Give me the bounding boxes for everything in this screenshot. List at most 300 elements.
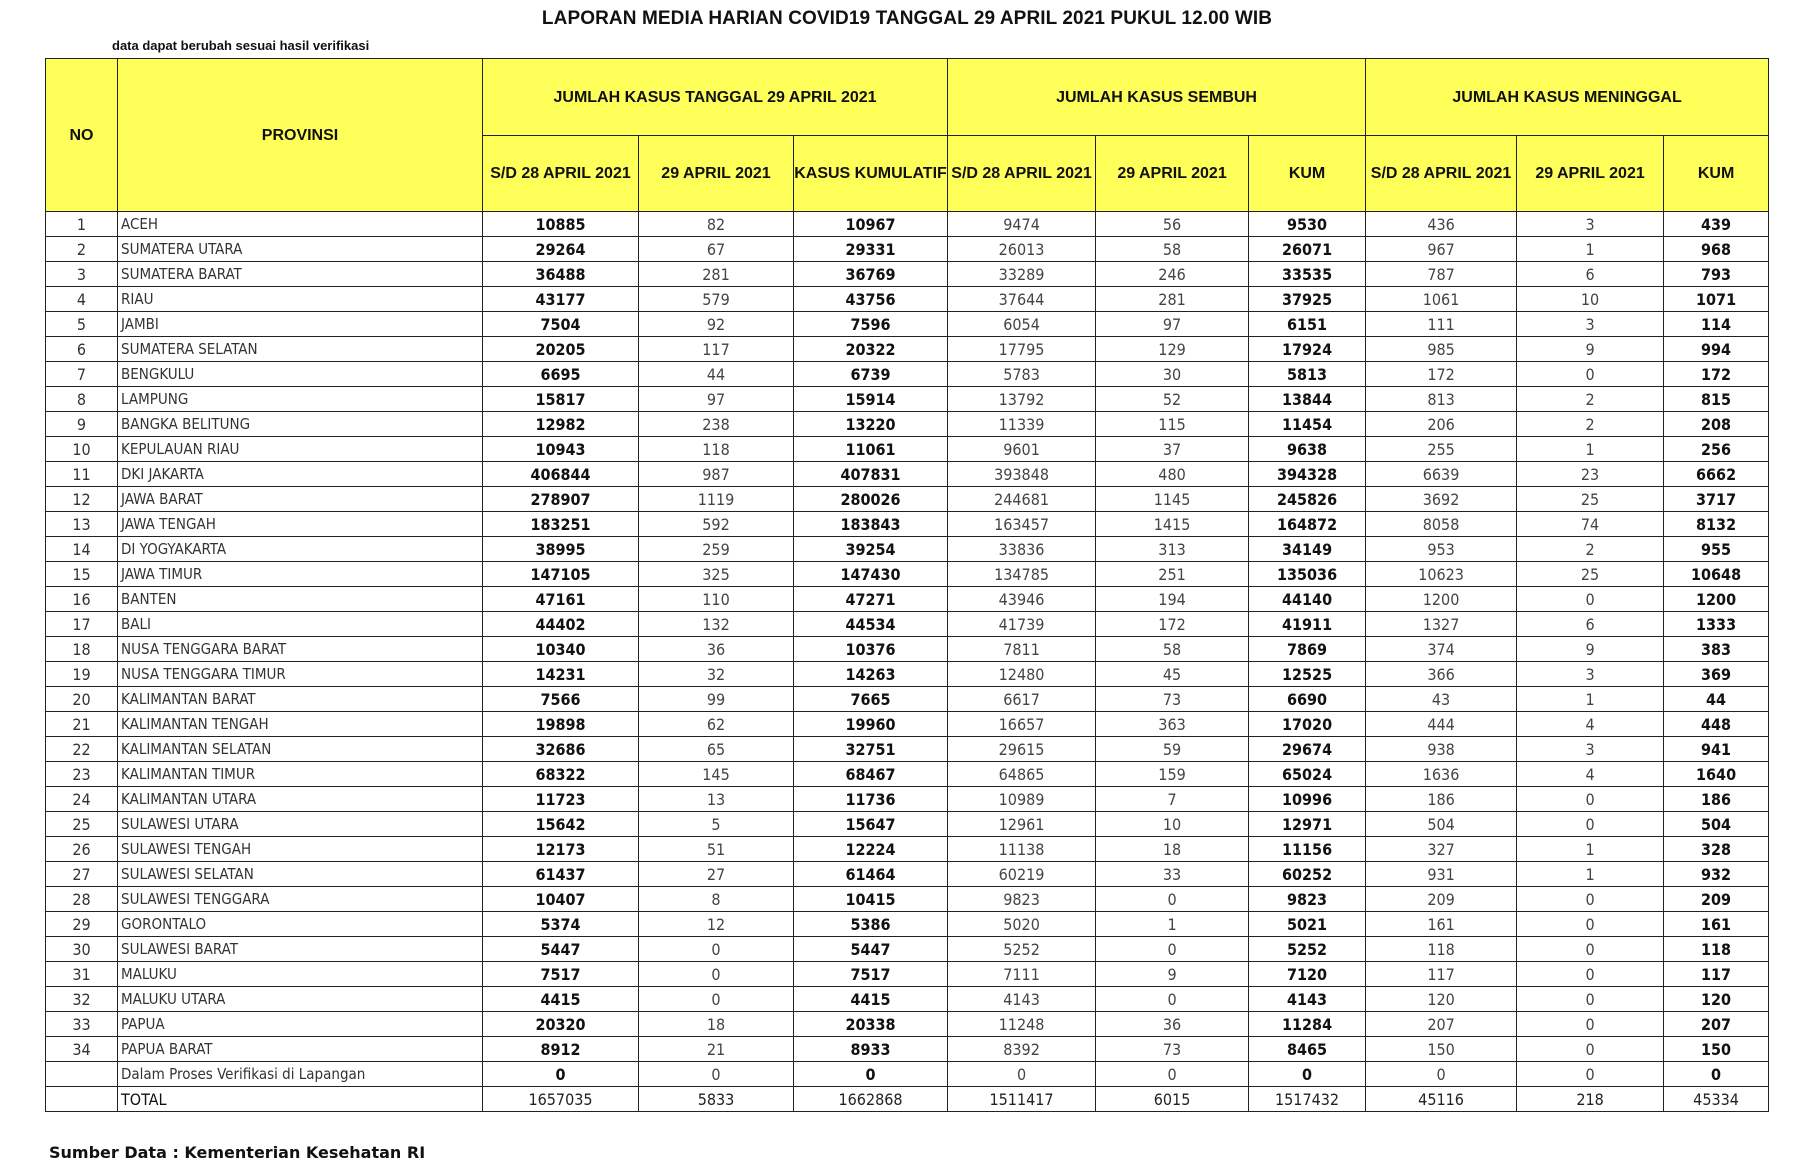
- cell-29apr-meninggal: 2: [1517, 537, 1664, 562]
- cell-29apr-sembuh: 33: [1096, 862, 1249, 887]
- cell-sd28-kasus: 10407: [483, 887, 639, 912]
- cell-kumulatif-kasus: 10376: [794, 637, 948, 662]
- cell-29apr-sembuh: 251: [1096, 562, 1249, 587]
- cell-29apr-sembuh: 115: [1096, 412, 1249, 437]
- cell-29apr-kasus: 67: [639, 237, 794, 262]
- cell-sd28-sembuh: 393848: [948, 462, 1096, 487]
- cell-29apr-meninggal: 0: [1517, 587, 1664, 612]
- cell-kumulatif-kasus: 61464: [794, 862, 948, 887]
- cell-kum-meninggal: 328: [1664, 837, 1769, 862]
- cell-sd28-sembuh: 26013: [948, 237, 1096, 262]
- cell-29apr-meninggal: 6: [1517, 612, 1664, 637]
- cell-kum-meninggal: 383: [1664, 637, 1769, 662]
- cell-kum-sembuh: 17020: [1249, 712, 1366, 737]
- row-no: 27: [46, 862, 118, 887]
- cell-kum-sembuh: 6151: [1249, 312, 1366, 337]
- total-29apr-sembuh: 6015: [1096, 1087, 1249, 1112]
- table-row: [46, 612, 1769, 637]
- cell-sd28-meninggal: 985: [1366, 337, 1517, 362]
- cell-29apr-sembuh: 246: [1096, 262, 1249, 287]
- row-no: 26: [46, 837, 118, 862]
- cell-sd28-sembuh: 6617: [948, 687, 1096, 712]
- total-kum-meninggal: 45334: [1664, 1087, 1769, 1112]
- row-provinsi: MALUKU: [118, 962, 483, 987]
- cell-sd28-kasus: 20205: [483, 337, 639, 362]
- cell-kum-meninggal: 10648: [1664, 562, 1769, 587]
- cell-29apr-meninggal: 0: [1517, 1037, 1664, 1062]
- cell-29apr-kasus: 0: [639, 962, 794, 987]
- cell-kumulatif-kasus: 147430: [794, 562, 948, 587]
- cell-29apr-kasus: 32: [639, 662, 794, 687]
- row-provinsi: PAPUA: [118, 1012, 483, 1037]
- cell-29apr-sembuh: 52: [1096, 387, 1249, 412]
- table-row: [46, 962, 1769, 987]
- total-no: [46, 1087, 118, 1112]
- cell-sd28-sembuh: 244681: [948, 487, 1096, 512]
- cell-sd28-sembuh: 8392: [948, 1037, 1096, 1062]
- cell-kumulatif-kasus: 4415: [794, 987, 948, 1012]
- row-provinsi: MALUKU UTARA: [118, 987, 483, 1012]
- cell-sd28-meninggal: 504: [1366, 812, 1517, 837]
- row-no: 29: [46, 912, 118, 937]
- cell-kum-meninggal: 994: [1664, 337, 1769, 362]
- row-no: 2: [46, 237, 118, 262]
- cell-kum-meninggal: 256: [1664, 437, 1769, 462]
- total-kumulatif-kasus: 1662868: [794, 1087, 948, 1112]
- cell-sd28-meninggal: 436: [1366, 212, 1517, 237]
- cell-kumulatif-kasus: 19960: [794, 712, 948, 737]
- table-row: [46, 437, 1769, 462]
- cell-kum-sembuh: 65024: [1249, 762, 1366, 787]
- cell-kum-sembuh: 6690: [1249, 687, 1366, 712]
- cell-sd28-sembuh: 17795: [948, 337, 1096, 362]
- row-no: 24: [46, 787, 118, 812]
- cell-29apr-meninggal: 0: [1517, 787, 1664, 812]
- cell-29apr-kasus: 62: [639, 712, 794, 737]
- cell-sd28-kasus: 7566: [483, 687, 639, 712]
- table-row: [46, 637, 1769, 662]
- row-no: 3: [46, 262, 118, 287]
- row-provinsi: SULAWESI UTARA: [118, 812, 483, 837]
- table-row: [46, 337, 1769, 362]
- cell-kumulatif-kasus: 10415: [794, 887, 948, 912]
- cell-29apr-kasus: 1119: [639, 487, 794, 512]
- cell-kumulatif-kasus: 11736: [794, 787, 948, 812]
- row-no: 12: [46, 487, 118, 512]
- row-no: 31: [46, 962, 118, 987]
- cell-29apr-sembuh: 36: [1096, 1012, 1249, 1037]
- cell-29apr-sembuh: 1145: [1096, 487, 1249, 512]
- cell-sd28-kasus: 10943: [483, 437, 639, 462]
- cell-sd28-sembuh: 12480: [948, 662, 1096, 687]
- cell-29apr-meninggal: 1: [1517, 862, 1664, 887]
- table-row: [46, 262, 1769, 287]
- cell-29apr-kasus: 12: [639, 912, 794, 937]
- cell-kumulatif-kasus: 7665: [794, 687, 948, 712]
- cell-kumulatif-kasus: 13220: [794, 412, 948, 437]
- cell-sd28-meninggal: 150: [1366, 1037, 1517, 1062]
- cell-sd28-meninggal: 172: [1366, 362, 1517, 387]
- row-no: [46, 1062, 118, 1087]
- cell-29apr-sembuh: 0: [1096, 1062, 1249, 1087]
- row-no: 5: [46, 312, 118, 337]
- row-no: 1: [46, 212, 118, 237]
- cell-kum-sembuh: 13844: [1249, 387, 1366, 412]
- cell-sd28-meninggal: 206: [1366, 412, 1517, 437]
- header-group-meninggal: JUMLAH KASUS MENINGGAL: [1366, 59, 1769, 136]
- cell-kum-meninggal: 117: [1664, 962, 1769, 987]
- cell-sd28-kasus: 15817: [483, 387, 639, 412]
- cell-29apr-kasus: 99: [639, 687, 794, 712]
- table-row: [46, 587, 1769, 612]
- cell-kumulatif-kasus: 39254: [794, 537, 948, 562]
- cell-kum-meninggal: 44: [1664, 687, 1769, 712]
- cell-kum-meninggal: 369: [1664, 662, 1769, 687]
- cell-sd28-meninggal: 117: [1366, 962, 1517, 987]
- cell-kum-meninggal: 207: [1664, 1012, 1769, 1037]
- cell-sd28-sembuh: 6054: [948, 312, 1096, 337]
- row-provinsi: NUSA TENGGARA TIMUR: [118, 662, 483, 687]
- cell-sd28-sembuh: 60219: [948, 862, 1096, 887]
- row-no: 32: [46, 987, 118, 1012]
- row-no: 18: [46, 637, 118, 662]
- header-29apr-kasus: 29 APRIL 2021: [639, 136, 794, 212]
- cell-kumulatif-kasus: 29331: [794, 237, 948, 262]
- cell-sd28-sembuh: 10989: [948, 787, 1096, 812]
- table-row: [46, 662, 1769, 687]
- cell-kumulatif-kasus: 11061: [794, 437, 948, 462]
- cell-sd28-kasus: 12173: [483, 837, 639, 862]
- cell-sd28-sembuh: 7811: [948, 637, 1096, 662]
- header-kum-meninggal: KUM: [1664, 136, 1769, 212]
- row-provinsi: JAMBI: [118, 312, 483, 337]
- cell-kumulatif-kasus: 6739: [794, 362, 948, 387]
- table-row: [46, 837, 1769, 862]
- cell-sd28-meninggal: 967: [1366, 237, 1517, 262]
- table-row: [46, 712, 1769, 737]
- cell-kum-meninggal: 150: [1664, 1037, 1769, 1062]
- row-no: 11: [46, 462, 118, 487]
- cell-kum-meninggal: 120: [1664, 987, 1769, 1012]
- cell-sd28-sembuh: 11339: [948, 412, 1096, 437]
- cell-29apr-kasus: 51: [639, 837, 794, 862]
- cell-kum-sembuh: 7869: [1249, 637, 1366, 662]
- cell-29apr-meninggal: 2: [1517, 412, 1664, 437]
- row-provinsi: SUMATERA SELATAN: [118, 337, 483, 362]
- table-row: [46, 812, 1769, 837]
- cell-29apr-kasus: 0: [639, 1062, 794, 1087]
- cell-kum-sembuh: 5021: [1249, 912, 1366, 937]
- cell-29apr-kasus: 259: [639, 537, 794, 562]
- cell-kum-sembuh: 11454: [1249, 412, 1366, 437]
- table-row: [46, 862, 1769, 887]
- cell-kumulatif-kasus: 14263: [794, 662, 948, 687]
- cell-sd28-kasus: 278907: [483, 487, 639, 512]
- cell-sd28-kasus: 19898: [483, 712, 639, 737]
- cell-kumulatif-kasus: 68467: [794, 762, 948, 787]
- cell-sd28-kasus: 0: [483, 1062, 639, 1087]
- total-sd28-sembuh: 1511417: [948, 1087, 1096, 1112]
- header-group-sembuh: JUMLAH KASUS SEMBUH: [948, 59, 1366, 136]
- cell-sd28-meninggal: 938: [1366, 737, 1517, 762]
- cell-kumulatif-kasus: 183843: [794, 512, 948, 537]
- cell-kum-sembuh: 41911: [1249, 612, 1366, 637]
- table-row: [46, 487, 1769, 512]
- table-row: [46, 287, 1769, 312]
- cell-sd28-kasus: 11723: [483, 787, 639, 812]
- cell-kum-meninggal: 504: [1664, 812, 1769, 837]
- table-row: [46, 362, 1769, 387]
- cell-sd28-kasus: 6695: [483, 362, 639, 387]
- row-provinsi: BANTEN: [118, 587, 483, 612]
- cell-sd28-kasus: 8912: [483, 1037, 639, 1062]
- cell-kum-meninggal: 1071: [1664, 287, 1769, 312]
- header-29apr-meninggal: 29 APRIL 2021: [1517, 136, 1664, 212]
- cell-29apr-meninggal: 9: [1517, 637, 1664, 662]
- cell-29apr-sembuh: 0: [1096, 987, 1249, 1012]
- cell-29apr-sembuh: 0: [1096, 887, 1249, 912]
- cell-kum-meninggal: 941: [1664, 737, 1769, 762]
- cell-29apr-meninggal: 10: [1517, 287, 1664, 312]
- cell-29apr-meninggal: 0: [1517, 937, 1664, 962]
- total-sd28-meninggal: 45116: [1366, 1087, 1517, 1112]
- report-title: LAPORAN MEDIA HARIAN COVID19 TANGGAL 29 APRIL 2021 PUKUL 12.00 WIB: [541, 8, 1273, 29]
- cell-29apr-meninggal: 2: [1517, 387, 1664, 412]
- cell-sd28-kasus: 183251: [483, 512, 639, 537]
- table-row: [46, 787, 1769, 812]
- row-provinsi: BANGKA BELITUNG: [118, 412, 483, 437]
- row-no: 14: [46, 537, 118, 562]
- cell-sd28-sembuh: 7111: [948, 962, 1096, 987]
- cell-kum-meninggal: 1333: [1664, 612, 1769, 637]
- cell-kum-meninggal: 793: [1664, 262, 1769, 287]
- cell-kumulatif-kasus: 44534: [794, 612, 948, 637]
- header-sd28-meninggal: S/D 28 APRIL 2021: [1366, 136, 1517, 212]
- cell-29apr-meninggal: 0: [1517, 912, 1664, 937]
- cell-sd28-sembuh: 9823: [948, 887, 1096, 912]
- cell-kum-meninggal: 1200: [1664, 587, 1769, 612]
- header-sd28-kasus: S/D 28 APRIL 2021: [483, 136, 639, 212]
- cell-sd28-kasus: 68322: [483, 762, 639, 787]
- row-provinsi: ACEH: [118, 212, 483, 237]
- cell-29apr-sembuh: 10: [1096, 812, 1249, 837]
- cell-kumulatif-kasus: 5386: [794, 912, 948, 937]
- cell-sd28-sembuh: 12961: [948, 812, 1096, 837]
- cell-29apr-kasus: 27: [639, 862, 794, 887]
- row-no: 10: [46, 437, 118, 462]
- cell-sd28-kasus: 61437: [483, 862, 639, 887]
- cell-kum-meninggal: 8132: [1664, 512, 1769, 537]
- cell-29apr-kasus: 65: [639, 737, 794, 762]
- cell-sd28-kasus: 5447: [483, 937, 639, 962]
- row-provinsi: KALIMANTAN BARAT: [118, 687, 483, 712]
- row-provinsi: DKI JAKARTA: [118, 462, 483, 487]
- header-group-kasus: JUMLAH KASUS TANGGAL 29 APRIL 2021: [483, 59, 948, 136]
- cell-kumulatif-kasus: 7596: [794, 312, 948, 337]
- table-row: [46, 687, 1769, 712]
- cell-sd28-sembuh: 43946: [948, 587, 1096, 612]
- cell-kum-meninggal: 448: [1664, 712, 1769, 737]
- cell-kumulatif-kasus: 5447: [794, 937, 948, 962]
- cell-sd28-kasus: 5374: [483, 912, 639, 937]
- cell-kum-sembuh: 5252: [1249, 937, 1366, 962]
- cell-kumulatif-kasus: 15647: [794, 812, 948, 837]
- cell-sd28-sembuh: 5252: [948, 937, 1096, 962]
- cell-kum-meninggal: 932: [1664, 862, 1769, 887]
- row-provinsi: Dalam Proses Verifikasi di Lapangan: [118, 1062, 483, 1087]
- cell-sd28-meninggal: 207: [1366, 1012, 1517, 1037]
- row-no: 15: [46, 562, 118, 587]
- cell-sd28-meninggal: 3692: [1366, 487, 1517, 512]
- cell-29apr-meninggal: 0: [1517, 1062, 1664, 1087]
- cell-sd28-meninggal: 366: [1366, 662, 1517, 687]
- cell-sd28-meninggal: 1200: [1366, 587, 1517, 612]
- cell-sd28-kasus: 12982: [483, 412, 639, 437]
- row-no: 17: [46, 612, 118, 637]
- row-provinsi: KALIMANTAN UTARA: [118, 787, 483, 812]
- row-no: 9: [46, 412, 118, 437]
- cell-29apr-meninggal: 23: [1517, 462, 1664, 487]
- cell-kum-sembuh: 11284: [1249, 1012, 1366, 1037]
- cell-kum-sembuh: 394328: [1249, 462, 1366, 487]
- cell-sd28-sembuh: 4143: [948, 987, 1096, 1012]
- table-row: [46, 1062, 1769, 1087]
- cell-kum-sembuh: 7120: [1249, 962, 1366, 987]
- row-provinsi: LAMPUNG: [118, 387, 483, 412]
- row-no: 22: [46, 737, 118, 762]
- cell-29apr-kasus: 44: [639, 362, 794, 387]
- cell-kum-sembuh: 34149: [1249, 537, 1366, 562]
- cell-sd28-meninggal: 161: [1366, 912, 1517, 937]
- cell-kumulatif-kasus: 32751: [794, 737, 948, 762]
- cell-kumulatif-kasus: 47271: [794, 587, 948, 612]
- cell-sd28-kasus: 47161: [483, 587, 639, 612]
- row-provinsi: JAWA TIMUR: [118, 562, 483, 587]
- cell-sd28-sembuh: 163457: [948, 512, 1096, 537]
- cell-kum-meninggal: 186: [1664, 787, 1769, 812]
- cell-sd28-meninggal: 327: [1366, 837, 1517, 862]
- cell-29apr-kasus: 13: [639, 787, 794, 812]
- cell-kum-meninggal: 0: [1664, 1062, 1769, 1087]
- cell-sd28-meninggal: 813: [1366, 387, 1517, 412]
- cell-29apr-kasus: 0: [639, 937, 794, 962]
- cell-kum-sembuh: 9823: [1249, 887, 1366, 912]
- cell-kum-sembuh: 9530: [1249, 212, 1366, 237]
- cell-kum-sembuh: 12971: [1249, 812, 1366, 837]
- cell-sd28-kasus: 15642: [483, 812, 639, 837]
- cell-29apr-sembuh: 281: [1096, 287, 1249, 312]
- cell-29apr-kasus: 5: [639, 812, 794, 837]
- cell-sd28-sembuh: 33289: [948, 262, 1096, 287]
- cell-kum-meninggal: 161: [1664, 912, 1769, 937]
- cell-kum-meninggal: 208: [1664, 412, 1769, 437]
- cell-29apr-sembuh: 129: [1096, 337, 1249, 362]
- cell-sd28-kasus: 43177: [483, 287, 639, 312]
- cell-kumulatif-kasus: 43756: [794, 287, 948, 312]
- row-no: 6: [46, 337, 118, 362]
- header-sd28-sembuh: S/D 28 APRIL 2021: [948, 136, 1096, 212]
- table-row: [46, 512, 1769, 537]
- cell-kum-sembuh: 12525: [1249, 662, 1366, 687]
- cell-sd28-meninggal: 374: [1366, 637, 1517, 662]
- cell-sd28-meninggal: 1636: [1366, 762, 1517, 787]
- cell-29apr-kasus: 8: [639, 887, 794, 912]
- cell-kumulatif-kasus: 0: [794, 1062, 948, 1087]
- cell-29apr-sembuh: 58: [1096, 637, 1249, 662]
- row-no: 19: [46, 662, 118, 687]
- cell-sd28-sembuh: 0: [948, 1062, 1096, 1087]
- cell-29apr-kasus: 238: [639, 412, 794, 437]
- cell-29apr-meninggal: 1: [1517, 437, 1664, 462]
- table-row: [46, 212, 1769, 237]
- cell-29apr-meninggal: 1: [1517, 837, 1664, 862]
- cell-sd28-sembuh: 11248: [948, 1012, 1096, 1037]
- cell-29apr-sembuh: 58: [1096, 237, 1249, 262]
- cell-sd28-kasus: 44402: [483, 612, 639, 637]
- cell-kum-sembuh: 37925: [1249, 287, 1366, 312]
- cell-sd28-meninggal: 1327: [1366, 612, 1517, 637]
- cell-29apr-meninggal: 0: [1517, 987, 1664, 1012]
- cell-sd28-sembuh: 33836: [948, 537, 1096, 562]
- cell-kumulatif-kasus: 36769: [794, 262, 948, 287]
- cell-29apr-meninggal: 3: [1517, 212, 1664, 237]
- cell-29apr-sembuh: 363: [1096, 712, 1249, 737]
- cell-sd28-kasus: 10340: [483, 637, 639, 662]
- cell-kum-sembuh: 44140: [1249, 587, 1366, 612]
- header-no: NO: [46, 59, 118, 212]
- table-row: [46, 912, 1769, 937]
- row-no: 20: [46, 687, 118, 712]
- cell-sd28-sembuh: 16657: [948, 712, 1096, 737]
- cell-29apr-meninggal: 4: [1517, 762, 1664, 787]
- verification-note: data dapat berubah sesuai hasil verifikasi: [112, 38, 370, 53]
- row-provinsi: SULAWESI TENGGARA: [118, 887, 483, 912]
- cell-kum-sembuh: 29674: [1249, 737, 1366, 762]
- cell-sd28-sembuh: 5783: [948, 362, 1096, 387]
- cell-kum-meninggal: 955: [1664, 537, 1769, 562]
- row-provinsi: KALIMANTAN TIMUR: [118, 762, 483, 787]
- cell-29apr-sembuh: 7: [1096, 787, 1249, 812]
- cell-sd28-kasus: 406844: [483, 462, 639, 487]
- cell-29apr-meninggal: 3: [1517, 662, 1664, 687]
- cell-kumulatif-kasus: 8933: [794, 1037, 948, 1062]
- cell-sd28-sembuh: 9474: [948, 212, 1096, 237]
- cell-kumulatif-kasus: 12224: [794, 837, 948, 862]
- row-provinsi: SULAWESI SELATAN: [118, 862, 483, 887]
- cell-29apr-meninggal: 0: [1517, 962, 1664, 987]
- cell-kumulatif-kasus: 407831: [794, 462, 948, 487]
- cell-sd28-kasus: 20320: [483, 1012, 639, 1037]
- cell-29apr-kasus: 18: [639, 1012, 794, 1037]
- cell-kumulatif-kasus: 15914: [794, 387, 948, 412]
- cell-sd28-meninggal: 118: [1366, 937, 1517, 962]
- row-provinsi: BALI: [118, 612, 483, 637]
- row-provinsi: SULAWESI BARAT: [118, 937, 483, 962]
- cell-sd28-sembuh: 29615: [948, 737, 1096, 762]
- cell-sd28-meninggal: 43: [1366, 687, 1517, 712]
- cell-29apr-kasus: 132: [639, 612, 794, 637]
- cell-kumulatif-kasus: 10967: [794, 212, 948, 237]
- cell-sd28-kasus: 10885: [483, 212, 639, 237]
- cell-kum-meninggal: 439: [1664, 212, 1769, 237]
- cell-sd28-sembuh: 64865: [948, 762, 1096, 787]
- cell-29apr-sembuh: 73: [1096, 1037, 1249, 1062]
- row-provinsi: SULAWESI TENGAH: [118, 837, 483, 862]
- row-provinsi: SUMATERA BARAT: [118, 262, 483, 287]
- row-no: 25: [46, 812, 118, 837]
- cell-sd28-sembuh: 41739: [948, 612, 1096, 637]
- cell-sd28-sembuh: 37644: [948, 287, 1096, 312]
